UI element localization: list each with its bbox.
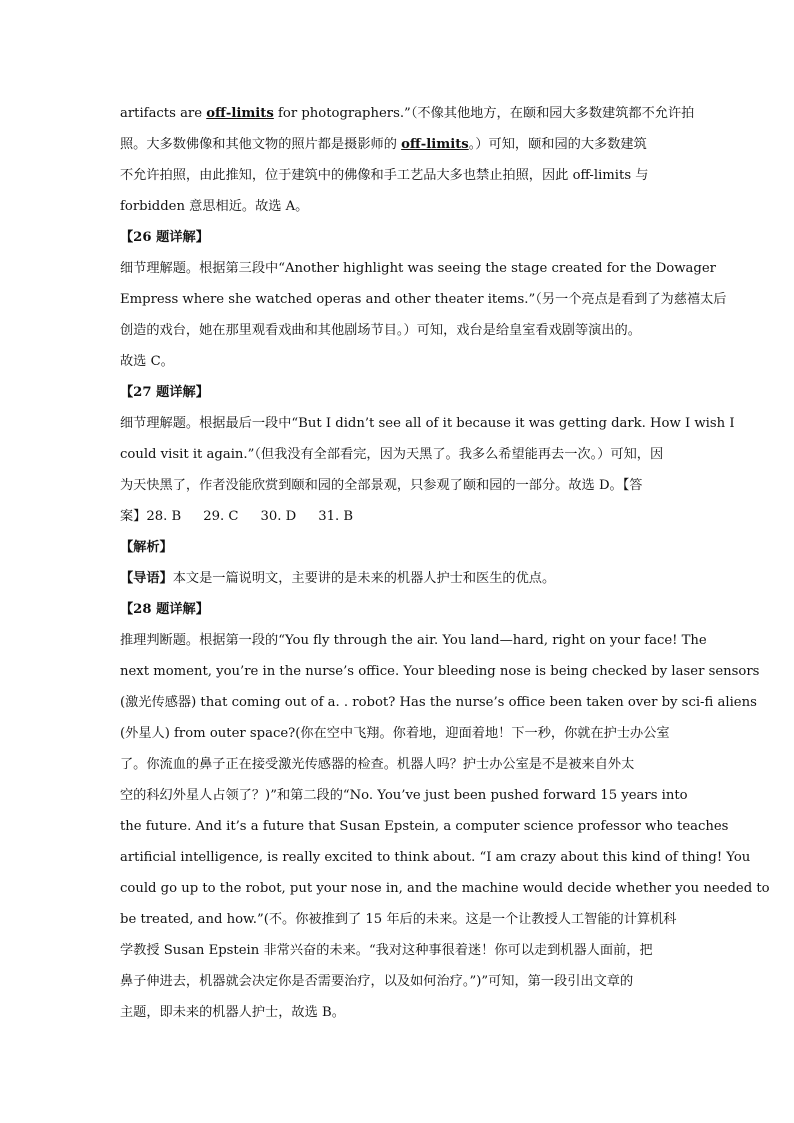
text-run: could go up to the robot, put your nose in, and the machine would decide whether you needed to (120, 881, 770, 896)
text-run: 【导语】本文是一篇说明文，主要讲的是未来的机器人护士和医生的优点。 (120, 571, 556, 586)
text-run: 鼻子伸进去，机器就会决定你是否需要治疗，以及如何治疗。”)”可知，第一段引出文章的 (120, 974, 634, 989)
paragraph-line (120, 656, 760, 687)
text-run: 照。大多数佛像和其他文物的照片都是摄影师的 (120, 137, 402, 152)
text-run: 案】28. B (120, 509, 182, 524)
text-run: the future. And it’s a future that Susan Epstein, a computer science professor who teaches (120, 819, 729, 834)
text-run: forbidden 意思相近。故选 A。 (120, 199, 309, 214)
text-run: next moment, you’re in the nurse’s office. Your bleeding nose is being checked by laser sensors (120, 664, 760, 679)
document-page (120, 98, 770, 1028)
paragraph-line (120, 935, 676, 966)
paragraph-line (120, 873, 770, 904)
text-run: 主题，即未来的机器人护士，故选 B。 (120, 1005, 345, 1020)
text-run: 学教授 Susan Epstein 非常兴奋的未来。“我对这种事很着迷！你可以走到机器人面前，把 (120, 943, 653, 958)
paragraph-line (120, 625, 707, 656)
text-run: 。）可知，颐和园的大多数建筑 (468, 137, 647, 152)
paragraph-line (120, 997, 676, 1028)
underlined-term: off-limits (206, 106, 274, 121)
text-run: 细节理解题。根据最后一段中“But I didn’t see all of it because it was getting dark. How I wish I (120, 416, 735, 431)
section-heading (120, 222, 676, 253)
text-run: 细节理解题。根据第三段中“Another highlight was seeing the stage created for the Dowager (120, 261, 716, 276)
text-run: 【28 题详解】 (120, 602, 209, 617)
paragraph-line (120, 718, 676, 749)
text-run: could visit it again.”（但我没有全部看完，因为天黑了。我多么希望能再去一次。）可知，因 (120, 447, 664, 462)
paragraph-line (120, 904, 676, 935)
paragraph-line (120, 284, 727, 315)
paragraph-line (120, 98, 695, 129)
paragraph-line (120, 966, 676, 997)
text-run: 31. B (318, 509, 354, 524)
text-run: artifacts are (120, 106, 207, 121)
text-run: 创造的戏台，她在那里观看戏曲和其他剧场节目。）可知，戏台是给皇室看戏剧等演出的。 (120, 323, 641, 338)
text-run: 【解析】 (120, 540, 173, 555)
text-run: 空的科幻外星人占领了？)”和第二段的“No. You’ve just been pushed forward 15 years into (120, 788, 688, 803)
text-run: for photographers.”（不像其他地方，在颐和园大多数建筑都不允许拍 (273, 106, 695, 121)
text-run: 了。你流血的鼻子正在接受激光传感器的检查。机器人吗？护士办公室是不是被来自外太 (120, 757, 635, 772)
paragraph-line (120, 346, 676, 377)
paragraph-line (120, 253, 716, 284)
paragraph-line (120, 160, 676, 191)
paragraph-line (120, 191, 676, 222)
section-heading (120, 532, 676, 563)
text-run: 推理判断题。根据第一段的“You fly through the air. You land—hard, right on your face! The (120, 633, 707, 648)
text-run: (外星人) from outer space?(你在空中飞翔。你着地，迎面着地！下一秒，你就在护士办公室 (120, 726, 670, 741)
section-heading (120, 377, 676, 408)
paragraph-line (120, 687, 757, 718)
text-run: 故选 C。 (120, 354, 174, 369)
text-run: Empress where she watched operas and other theater items.”（另一个亮点是看到了为慈禧太后 (120, 292, 727, 307)
section-heading (120, 594, 676, 625)
text-run: 【27 题详解】 (120, 385, 209, 400)
paragraph-line (120, 780, 688, 811)
text-run: 为天快黑了，作者没能欣赏到颐和园的全部景观，只参观了颐和园的一部分。故选 D。【答 (120, 478, 643, 493)
text-run: artificial intelligence, is really excited to think about. “I am crazy about this kind of thing! You (120, 850, 751, 865)
paragraph-line (120, 749, 676, 780)
paragraph-line (120, 439, 676, 470)
paragraph-line (120, 315, 676, 346)
paragraph-line (120, 129, 676, 160)
underlined-term: off-limits (401, 137, 469, 152)
text-run: 29. C (203, 509, 239, 524)
text-run: be treated, and how.”(不。你被推到了 15 年后的未来。这是一个让教授人工智能的计算机科 (120, 912, 677, 927)
paragraph-line (120, 408, 735, 439)
paragraph-line (120, 811, 729, 842)
paragraph-line (120, 470, 676, 501)
paragraph-line (120, 842, 751, 873)
text-run: 【26 题详解】 (120, 230, 209, 245)
paragraph-line (120, 563, 676, 594)
text-run: 30. D (260, 509, 297, 524)
text-run: 不允许拍照，由此推知，位于建筑中的佛像和手工艺品大多也禁止拍照，因此 off-limits 与 (120, 168, 649, 183)
paragraph-line (120, 501, 676, 532)
text-run: (激光传感器) that coming out of a. . robot? Has the nurse’s office been taken over by sci-fi aliens (120, 695, 757, 710)
